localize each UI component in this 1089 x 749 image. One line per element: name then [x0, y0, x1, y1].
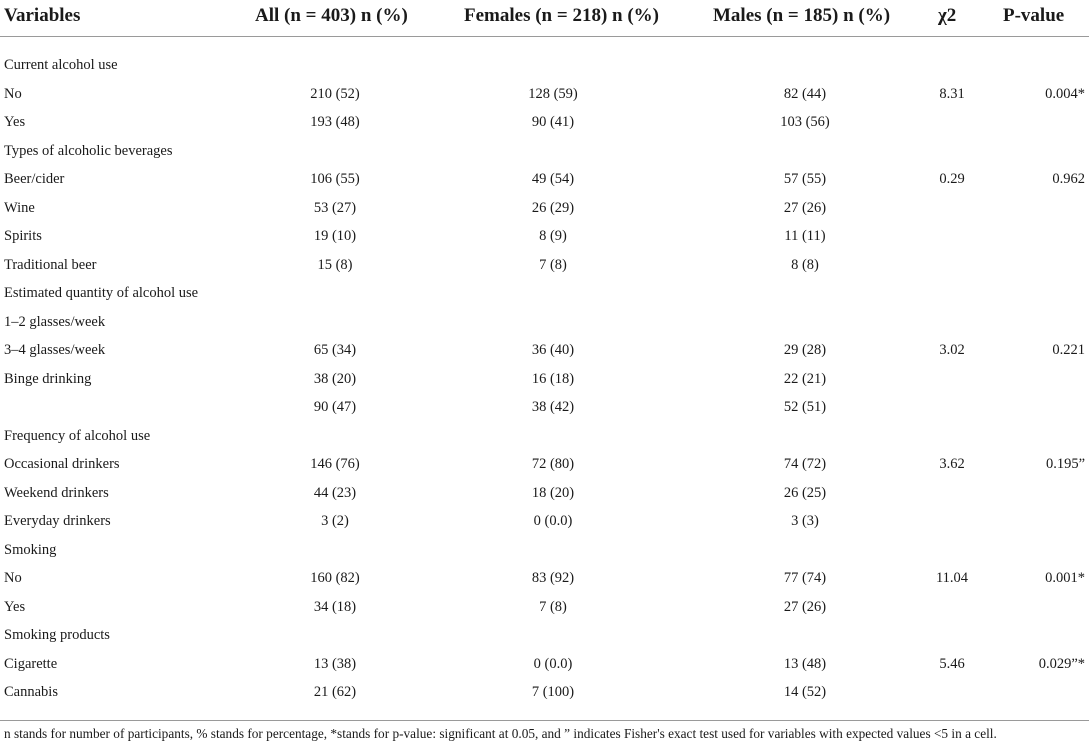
table-row [0, 508, 1089, 537]
males-cell: 8 (8) [791, 256, 819, 273]
chi-cell: 5.46 [939, 655, 965, 672]
header-p-value: P-value [1003, 5, 1065, 26]
variable-cell: Smoking [4, 541, 57, 558]
variable-cell: Estimated quantity of alcohol use [4, 285, 199, 301]
variable-cell: Cigarette [4, 655, 58, 672]
variable-cell: No [4, 85, 22, 102]
header-variables: Variables [4, 5, 81, 26]
females-cell: 36 (40) [531, 342, 575, 358]
header-chi-square: χ2 [938, 5, 957, 26]
all-cell: 160 (82) [310, 570, 360, 586]
variable-cell: Everyday drinkers [4, 513, 111, 529]
chi-cell: 3.62 [939, 456, 965, 472]
pvalue-cell: 0.221 [1052, 342, 1085, 358]
table-row [0, 52, 1089, 81]
variable-cell: Yes [4, 598, 26, 615]
header-females: Females (n = 218) n (%) [464, 5, 659, 26]
table-row [0, 81, 1089, 110]
table-row [0, 423, 1089, 452]
males-cell: 27 (26) [783, 199, 827, 216]
females-cell: 90 (41) [531, 114, 575, 130]
females-cell: 7 (8) [539, 256, 567, 273]
all-cell: 13 (38) [313, 655, 357, 672]
chi-cell: 0.29 [939, 171, 965, 187]
header-all: All (n = 403) n (%) [255, 5, 408, 26]
males-cell: 103 (56) [780, 114, 830, 130]
pvalue-cell: 0.962 [1052, 171, 1085, 187]
all-cell: 3 (2) [321, 513, 349, 529]
table-row [0, 480, 1089, 509]
table-row [0, 337, 1089, 366]
pvalue-cell: 0.004* [1045, 85, 1085, 102]
table-row [0, 394, 1089, 423]
females-cell: 26 (29) [531, 199, 575, 216]
males-cell: 26 (25) [783, 484, 827, 501]
males-cell: 57 (55) [783, 171, 827, 187]
table-row [0, 594, 1089, 623]
variable-cell: 3–4 glasses/week [4, 342, 106, 358]
all-cell: 210 (52) [310, 85, 360, 102]
males-cell: 22 (21) [783, 370, 827, 387]
variable-cell: Types of alcoholic beverages [4, 142, 173, 159]
males-cell: 74 (72) [783, 456, 827, 472]
all-cell: 34 (18) [313, 598, 357, 615]
variable-cell: Wine [4, 199, 35, 216]
males-cell: 11 (11) [784, 228, 826, 244]
all-cell: 90 (47) [313, 399, 357, 415]
females-cell: 7 (100) [531, 684, 575, 700]
table-row [0, 252, 1089, 281]
variable-cell: Cannabis [4, 684, 58, 700]
females-cell: 72 (80) [531, 456, 575, 472]
table-header [0, 0, 1089, 37]
females-cell: 0 (0.0) [533, 513, 573, 529]
all-cell: 53 (27) [313, 199, 357, 216]
footer-rule [0, 720, 1089, 721]
males-cell: 27 (26) [783, 598, 827, 615]
table-row [0, 565, 1089, 594]
all-cell: 193 (48) [310, 114, 360, 130]
pvalue-cell: 0.029”* [1038, 655, 1085, 672]
table-row [0, 622, 1089, 651]
table-row [0, 537, 1089, 566]
all-cell: 15 (8) [317, 256, 353, 273]
females-cell: 128 (59) [528, 85, 578, 102]
variable-cell: Smoking products [4, 627, 110, 643]
variable-cell: Current alcohol use [4, 57, 118, 73]
females-cell: 0 (0.0) [533, 655, 573, 672]
males-cell: 77 (74) [783, 570, 827, 586]
females-cell: 83 (92) [531, 570, 575, 586]
females-cell: 18 (20) [531, 484, 575, 501]
males-cell: 52 (51) [783, 399, 827, 415]
all-cell: 146 (76) [310, 456, 360, 472]
table-row [0, 138, 1089, 167]
females-cell: 7 (8) [539, 598, 567, 615]
table-row [0, 195, 1089, 224]
variable-cell: Traditional beer [4, 256, 97, 273]
table-footnote: n stands for number of participants, % stands for percentage, *stands for p-value: significant at 0.05, and ” indicates Fisher's exact test used for variables with expected values <5 in a cell. [4, 726, 997, 741]
females-cell: 16 (18) [531, 370, 575, 387]
variable-cell: Beer/cider [4, 171, 65, 187]
all-cell: 19 (10) [313, 228, 357, 244]
females-cell: 49 (54) [531, 171, 575, 187]
variable-cell: Frequency of alcohol use [4, 427, 151, 444]
all-cell: 44 (23) [313, 484, 357, 501]
variable-cell: No [4, 570, 22, 586]
males-cell: 29 (28) [783, 342, 827, 358]
males-cell: 13 (48) [783, 655, 827, 672]
table-row [0, 280, 1089, 309]
pvalue-cell: 0.195” [1045, 456, 1085, 472]
chi-cell: 8.31 [939, 85, 965, 102]
chi-cell: 3.02 [939, 342, 965, 358]
all-cell: 65 (34) [313, 342, 357, 358]
table-row [0, 309, 1089, 338]
pvalue-cell: 0.001* [1045, 570, 1085, 586]
table-row [0, 223, 1089, 252]
males-cell: 14 (52) [783, 684, 827, 700]
all-cell: 106 (55) [310, 171, 360, 187]
table-row [0, 679, 1089, 708]
variable-cell: Binge drinking [4, 370, 92, 387]
variable-cell: Yes [4, 114, 26, 130]
table-row [0, 451, 1089, 480]
table-row [0, 166, 1089, 195]
all-cell: 38 (20) [313, 370, 357, 387]
table-row [0, 109, 1089, 138]
males-cell: 3 (3) [791, 513, 819, 529]
variable-cell: Occasional drinkers [4, 456, 120, 472]
all-cell: 21 (62) [313, 684, 357, 700]
variable-cell: 1–2 glasses/week [4, 313, 106, 330]
variable-cell: Weekend drinkers [4, 484, 109, 501]
table-row [0, 366, 1089, 395]
table-row [0, 651, 1089, 680]
males-cell: 82 (44) [783, 85, 827, 102]
females-cell: 8 (9) [539, 228, 567, 244]
chi-cell: 11.04 [935, 570, 969, 586]
header-males: Males (n = 185) n (%) [713, 5, 891, 26]
variable-cell: Spirits [4, 228, 42, 244]
females-cell: 38 (42) [531, 399, 575, 415]
